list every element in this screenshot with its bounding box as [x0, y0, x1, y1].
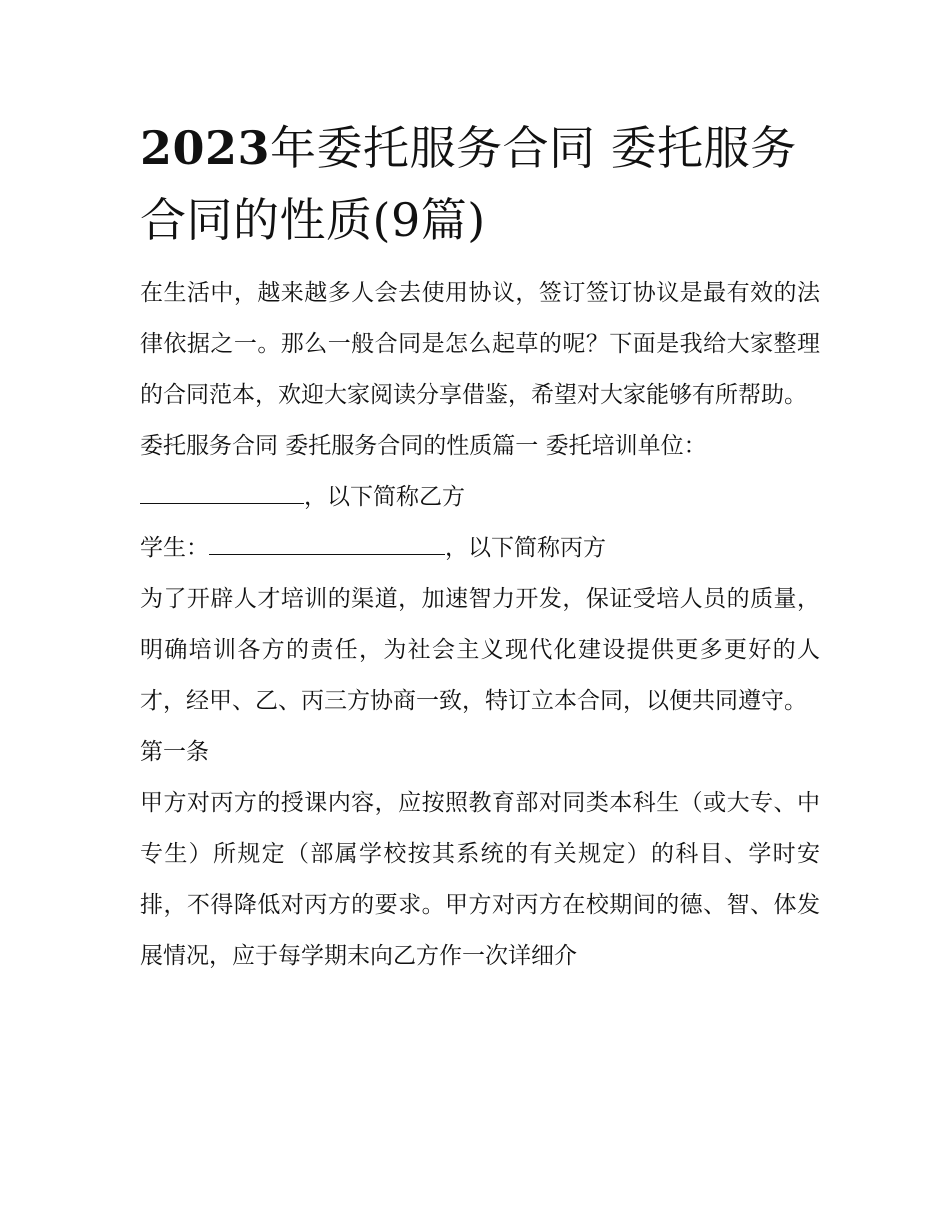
article-1-heading: 第一条 [140, 739, 209, 765]
party-b-line [140, 472, 820, 523]
party-b-suffix: ，以下简称乙方 [304, 484, 465, 510]
article-1-body: 甲方对丙方的授课内容，应按照教育部对同类本科生（或大专、中专生）所规定（部属学校按其系统的有关规定）的科目、学时安排，不得降低对丙方的要求。甲方对丙方在校期间的德、智、体发展情况，应于每学期末向乙方作一次详细介 [140, 790, 820, 969]
purpose-paragraph: 为了开辟人才培训的渠道，加速智力开发，保证受培人员的质量，明确培训各方的责任，为社会主义现代化建设提供更多更好的人才，经甲、乙、丙三方协商一致，特订立本合同，以便共同遵守。 [140, 586, 820, 714]
intro-paragraph: 在生活中，越来越多人会去使用协议，签订签订协议是最有效的法律依据之一。那么一般合同是怎么起草的呢？下面是我给大家整理的合同范本，欢迎大家阅读分享借鉴，希望对大家能够有所帮助。 [140, 280, 820, 408]
student-label: 学生： [140, 535, 209, 561]
party-c-suffix: ，以下简称丙方 [445, 535, 606, 561]
party-b-blank [140, 477, 304, 504]
document-title [140, 112, 820, 256]
title-text: 年委托服务合同 委托服务合同的性质(9篇) [140, 121, 797, 247]
section-heading: 委托服务合同 委托服务合同的性质篇一 委托培训单位： [140, 433, 707, 459]
document-page [140, 112, 820, 982]
student-blank [209, 528, 445, 555]
student-line [140, 523, 820, 574]
title-year: 2023 [140, 121, 271, 175]
